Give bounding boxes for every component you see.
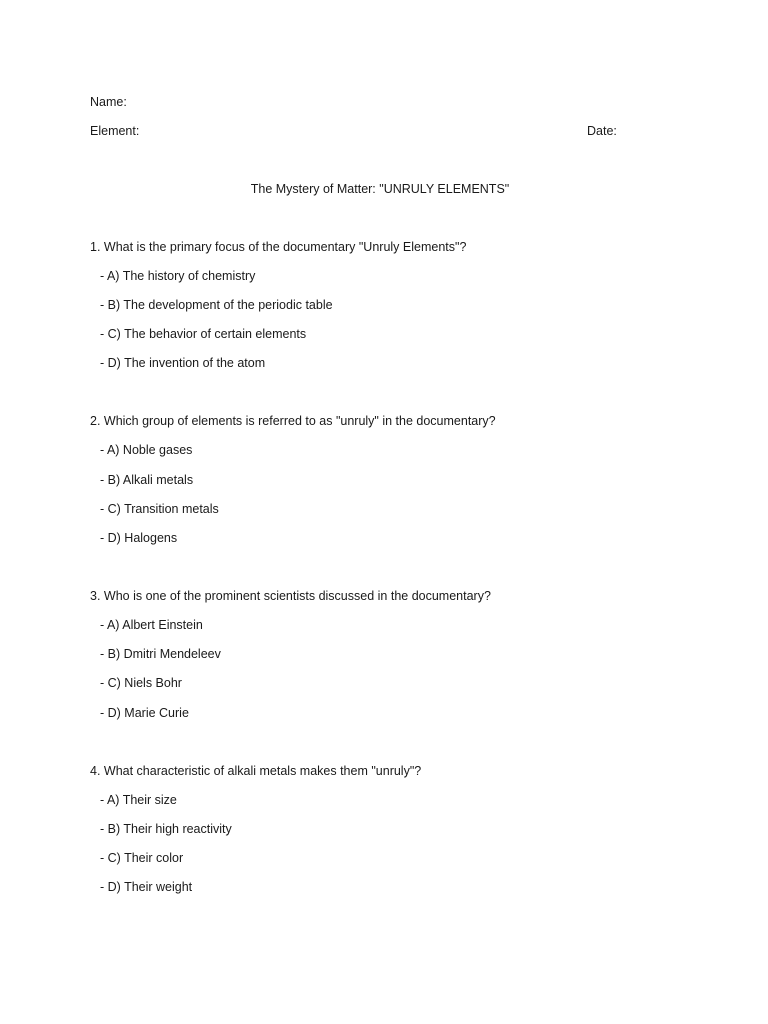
question-3-option-d: - D) Marie Curie bbox=[100, 706, 189, 720]
question-1-option-d: - D) The invention of the atom bbox=[100, 356, 266, 370]
question-4-option-d: - D) Their weight bbox=[100, 880, 193, 894]
question-3: 3. Who is one of the prominent scientists discussed in the documentary? bbox=[90, 589, 491, 603]
date-label: Date: bbox=[587, 124, 617, 138]
question-2-option-d: - D) Halogens bbox=[100, 531, 178, 545]
question-1: 1. What is the primary focus of the documentary "Unruly Elements"? bbox=[90, 240, 467, 254]
question-2: 2. Which group of elements is referred to as "unruly" in the documentary? bbox=[90, 414, 496, 428]
question-1-option-a: - A) The history of chemistry bbox=[100, 269, 256, 283]
question-4-option-b: - B) Their high reactivity bbox=[100, 822, 232, 836]
question-4: 4. What characteristic of alkali metals makes them "unruly"? bbox=[90, 764, 422, 778]
question-4-option-c: - C) Their color bbox=[100, 851, 184, 865]
question-2-option-c: - C) Transition metals bbox=[100, 502, 219, 516]
question-2-option-a: - A) Noble gases bbox=[100, 443, 193, 457]
element-label: Element: bbox=[90, 124, 140, 138]
question-1-option-b: - B) The development of the periodic table bbox=[100, 298, 333, 312]
question-3-option-a: - A) Albert Einstein bbox=[100, 618, 203, 632]
question-2-option-b: - B) Alkali metals bbox=[100, 473, 194, 487]
question-1-option-c: - C) The behavior of certain elements bbox=[100, 327, 307, 341]
worksheet-title: The Mystery of Matter: "UNRULY ELEMENTS" bbox=[250, 182, 510, 196]
question-3-option-b: - B) Dmitri Mendeleev bbox=[100, 647, 221, 661]
question-4-option-a: - A) Their size bbox=[100, 793, 177, 807]
question-3-option-c: - C) Niels Bohr bbox=[100, 676, 182, 690]
name-label: Name: bbox=[90, 95, 127, 109]
